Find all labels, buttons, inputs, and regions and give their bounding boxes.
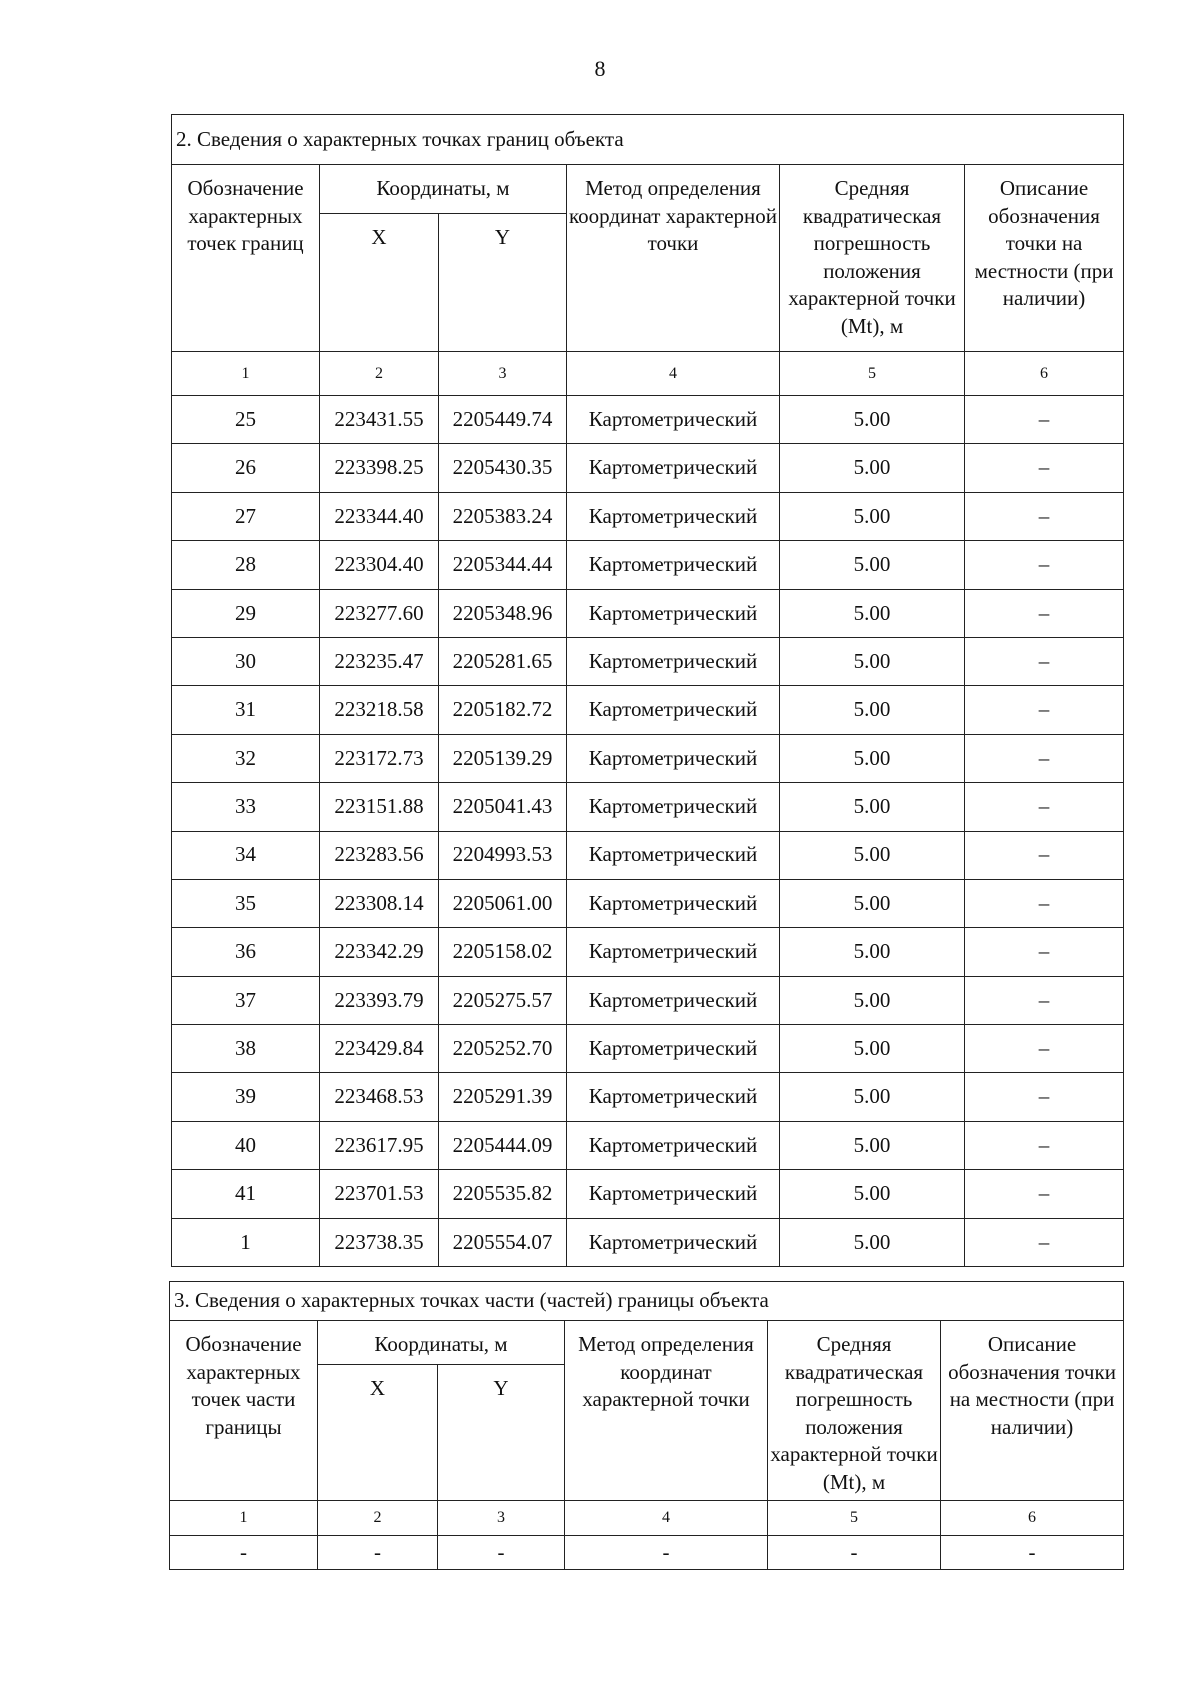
error-cell: 5.00 [780, 637, 965, 685]
method-cell: Картометрический [567, 589, 780, 637]
page-number: 8 [594, 56, 606, 81]
column-number: 2 [318, 1501, 438, 1536]
description-cell: – [965, 879, 1124, 927]
method-cell: Картометрический [567, 396, 780, 444]
method-cell: Картометрический [567, 928, 780, 976]
column-number: 3 [439, 352, 567, 396]
method-cell: Картометрический [567, 1170, 780, 1218]
error-cell: 5.00 [780, 1121, 965, 1169]
x-coordinate-cell: 223283.56 [320, 831, 439, 879]
point-id-cell: 27 [172, 492, 320, 540]
error-cell: 5.00 [780, 686, 965, 734]
y-coordinate-cell: - [438, 1536, 565, 1570]
x-coordinate-cell: 223393.79 [320, 976, 439, 1024]
column-number: 5 [780, 352, 965, 396]
method-cell: Картометрический [567, 541, 780, 589]
point-id-cell: 26 [172, 444, 320, 492]
x-coordinate-cell: - [318, 1536, 438, 1570]
description-cell: – [965, 1170, 1124, 1218]
error-cell: 5.00 [780, 1073, 965, 1121]
description-cell: – [965, 1073, 1124, 1121]
description-cell: - [941, 1536, 1124, 1570]
header-error: Средняя квадратическая погрешность положения характерной точки (Mt), м [768, 1321, 941, 1501]
header-coords: Координаты, м [320, 165, 567, 214]
description-cell: – [965, 1218, 1124, 1266]
y-coordinate-cell: 2204993.53 [439, 831, 567, 879]
x-coordinate-cell: 223617.95 [320, 1121, 439, 1169]
y-coordinate-cell: 2205383.24 [439, 492, 567, 540]
error-cell: 5.00 [780, 831, 965, 879]
header-description: Описание обозначения точки на местности (при наличии) [965, 165, 1124, 352]
table-row [172, 1025, 1124, 1073]
y-coordinate-cell: 2205252.70 [439, 1025, 567, 1073]
section-caption: 2. Сведения о характерных точках границ объекта [172, 115, 1124, 165]
error-cell: 5.00 [780, 783, 965, 831]
method-cell: Картометрический [567, 637, 780, 685]
error-cell: 5.00 [780, 589, 965, 637]
method-cell: Картометрический [567, 1218, 780, 1266]
table-row [170, 1536, 1124, 1570]
header-y: Y [438, 1365, 565, 1501]
point-id-cell: 1 [172, 1218, 320, 1266]
header-method: Метод определения координат характерной точки [565, 1321, 768, 1501]
error-cell: 5.00 [780, 1218, 965, 1266]
y-coordinate-cell: 2205430.35 [439, 444, 567, 492]
point-id-cell: 31 [172, 686, 320, 734]
method-cell: Картометрический [567, 783, 780, 831]
y-coordinate-cell: 2205554.07 [439, 1218, 567, 1266]
method-cell: Картометрический [567, 879, 780, 927]
description-cell: – [965, 1025, 1124, 1073]
x-coordinate-cell: 223235.47 [320, 637, 439, 685]
table-row [172, 541, 1124, 589]
method-cell: - [565, 1536, 768, 1570]
method-cell: Картометрический [567, 492, 780, 540]
method-cell: Картометрический [567, 734, 780, 782]
y-coordinate-cell: 2205182.72 [439, 686, 567, 734]
y-coordinate-cell: 2205535.82 [439, 1170, 567, 1218]
x-coordinate-cell: 223701.53 [320, 1170, 439, 1218]
error-cell: 5.00 [780, 492, 965, 540]
description-cell: – [965, 831, 1124, 879]
table-row [172, 1121, 1124, 1169]
x-coordinate-cell: 223429.84 [320, 1025, 439, 1073]
error-cell: 5.00 [780, 1170, 965, 1218]
error-cell: 5.00 [780, 396, 965, 444]
y-coordinate-cell: 2205275.57 [439, 976, 567, 1024]
method-cell: Картометрический [567, 976, 780, 1024]
x-coordinate-cell: 223398.25 [320, 444, 439, 492]
table-row [172, 589, 1124, 637]
point-id-cell: 33 [172, 783, 320, 831]
table-row [172, 686, 1124, 734]
description-cell: – [965, 589, 1124, 637]
description-cell: – [965, 541, 1124, 589]
table-row [172, 783, 1124, 831]
point-id-cell: - [170, 1536, 318, 1570]
table-row [172, 831, 1124, 879]
y-coordinate-cell: 2205281.65 [439, 637, 567, 685]
table-row [172, 976, 1124, 1024]
header-point: Обозначение характерных точек границ [172, 165, 320, 352]
table-row [172, 1170, 1124, 1218]
x-coordinate-cell: 223468.53 [320, 1073, 439, 1121]
method-cell: Картометрический [567, 831, 780, 879]
table-row [172, 492, 1124, 540]
description-cell: – [965, 976, 1124, 1024]
point-id-cell: 38 [172, 1025, 320, 1073]
point-id-cell: 40 [172, 1121, 320, 1169]
table-row [172, 879, 1124, 927]
x-coordinate-cell: 223277.60 [320, 589, 439, 637]
error-cell: 5.00 [780, 734, 965, 782]
x-coordinate-cell: 223431.55 [320, 396, 439, 444]
header-y: Y [439, 214, 567, 352]
column-number: 4 [567, 352, 780, 396]
point-id-cell: 30 [172, 637, 320, 685]
table-row [172, 734, 1124, 782]
point-id-cell: 39 [172, 1073, 320, 1121]
error-cell: 5.00 [780, 879, 965, 927]
column-number: 5 [768, 1501, 941, 1536]
y-coordinate-cell: 2205348.96 [439, 589, 567, 637]
column-number: 6 [941, 1501, 1124, 1536]
table-row [172, 928, 1124, 976]
y-coordinate-cell: 2205444.09 [439, 1121, 567, 1169]
boundary-points-table [171, 114, 1124, 1267]
table-row [172, 1073, 1124, 1121]
column-number: 2 [320, 352, 439, 396]
x-coordinate-cell: 223308.14 [320, 879, 439, 927]
point-id-cell: 34 [172, 831, 320, 879]
column-number: 3 [438, 1501, 565, 1536]
description-cell: – [965, 492, 1124, 540]
method-cell: Картометрический [567, 1073, 780, 1121]
x-coordinate-cell: 223151.88 [320, 783, 439, 831]
x-coordinate-cell: 223218.58 [320, 686, 439, 734]
point-id-cell: 32 [172, 734, 320, 782]
description-cell: – [965, 734, 1124, 782]
header-method: Метод определения координат характерной точки [567, 165, 780, 352]
column-number: 1 [170, 1501, 318, 1536]
header-coords: Координаты, м [318, 1321, 565, 1365]
header-point: Обозначение характерных точек части границы [170, 1321, 318, 1501]
table-row [172, 444, 1124, 492]
description-cell: – [965, 637, 1124, 685]
y-coordinate-cell: 2205139.29 [439, 734, 567, 782]
header-x: X [318, 1365, 438, 1501]
header-description: Описание обозначения точки на местности (при наличии) [941, 1321, 1124, 1501]
y-coordinate-cell: 2205041.43 [439, 783, 567, 831]
error-cell: 5.00 [780, 444, 965, 492]
description-cell: – [965, 783, 1124, 831]
error-cell: 5.00 [780, 541, 965, 589]
point-id-cell: 36 [172, 928, 320, 976]
y-coordinate-cell: 2205344.44 [439, 541, 567, 589]
point-id-cell: 41 [172, 1170, 320, 1218]
table-row [172, 637, 1124, 685]
part-boundary-points-table [169, 1281, 1124, 1570]
point-id-cell: 28 [172, 541, 320, 589]
description-cell: – [965, 686, 1124, 734]
error-cell: - [768, 1536, 941, 1570]
x-coordinate-cell: 223172.73 [320, 734, 439, 782]
description-cell: – [965, 396, 1124, 444]
table-row [172, 1218, 1124, 1266]
x-coordinate-cell: 223342.29 [320, 928, 439, 976]
x-coordinate-cell: 223344.40 [320, 492, 439, 540]
error-cell: 5.00 [780, 1025, 965, 1073]
method-cell: Картометрический [567, 1121, 780, 1169]
point-id-cell: 35 [172, 879, 320, 927]
x-coordinate-cell: 223738.35 [320, 1218, 439, 1266]
y-coordinate-cell: 2205449.74 [439, 396, 567, 444]
point-id-cell: 29 [172, 589, 320, 637]
table-row [172, 396, 1124, 444]
header-error: Средняя квадратическая погрешность положения характерной точки (Mt), м [780, 165, 965, 352]
column-number: 1 [172, 352, 320, 396]
y-coordinate-cell: 2205061.00 [439, 879, 567, 927]
error-cell: 5.00 [780, 928, 965, 976]
method-cell: Картометрический [567, 1025, 780, 1073]
column-number: 6 [965, 352, 1124, 396]
error-cell: 5.00 [780, 976, 965, 1024]
description-cell: – [965, 1121, 1124, 1169]
y-coordinate-cell: 2205158.02 [439, 928, 567, 976]
column-number: 4 [565, 1501, 768, 1536]
section-caption: 3. Сведения о характерных точках части (частей) границы объекта [170, 1282, 1124, 1321]
x-coordinate-cell: 223304.40 [320, 541, 439, 589]
y-coordinate-cell: 2205291.39 [439, 1073, 567, 1121]
point-id-cell: 37 [172, 976, 320, 1024]
header-x: X [320, 214, 439, 352]
description-cell: – [965, 928, 1124, 976]
description-cell: – [965, 444, 1124, 492]
method-cell: Картометрический [567, 686, 780, 734]
point-id-cell: 25 [172, 396, 320, 444]
method-cell: Картометрический [567, 444, 780, 492]
